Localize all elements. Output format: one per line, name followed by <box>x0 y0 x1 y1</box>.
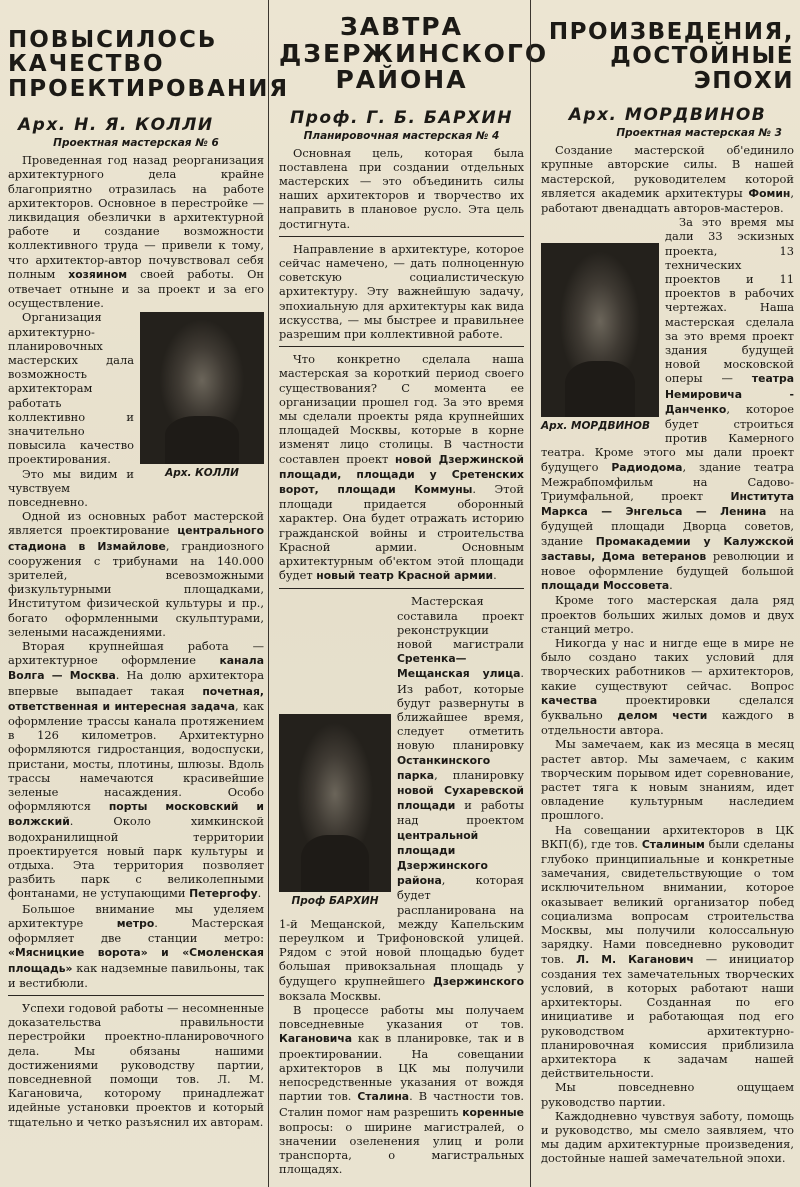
emphasis: театра Немировича - Данченко <box>665 372 794 416</box>
emphasis: Радиодома <box>611 460 683 474</box>
paragraph: Это мы видим и чувствуем повседневно. <box>8 466 134 509</box>
article-barkhin <box>268 0 549 1187</box>
paragraph: Организация архитектурно-планировочных мастерских дала возможность архитекторам работать коллективно и значительно повысила качество проектирования. <box>8 310 134 467</box>
emphasis: Сталина <box>357 1090 410 1104</box>
workshop-label: Планировочная мастерская № 4 <box>303 129 500 142</box>
emphasis: делом чести <box>617 709 708 723</box>
emphasis: канала Волга — Москва <box>8 654 264 683</box>
emphasis: Л. М. Каганович <box>576 952 694 966</box>
divider <box>279 588 524 589</box>
photo-caption: Арх. КОЛЛИ <box>165 467 239 480</box>
paragraph: Мастерская составила проект реконструкции новой магистрали Сретенка—Мещанская улица. Из работ, которые будут развернуты в ближайшее время, следует отметить новую планировку Останкинского парка, планировку новой Сухаревской площади и работы над проектом центральной площади Дзержинского района, которая будет распланирована на 1-й Мещанской, между Капельским переулком и Трифоновской улицей. Рядом с этой новой площадью будет большая привокзальная площадь у будущего крупнейшего Дзержинского вокзала Москвы. <box>279 594 524 1003</box>
emphasis: Сталиным <box>641 837 705 851</box>
paragraph: Одной из основных работ мастерской является проектирование центрального стадиона в Измайлове, грандиозного сооружения с трибунами на 140.000 зрителей, всевозможными физкультурными площадками, Институтом физической культуры и пр., богато оформленными скульптурами, зелеными насаждениями. <box>8 509 264 639</box>
emphasis: почетная, ответственная и интересная задача <box>8 684 264 713</box>
photo-caption: Проф БАРХИН <box>291 895 379 908</box>
emphasis: Петергофу <box>189 887 258 901</box>
paragraph: На совещании архитекторов в ЦК ВКП(б), где тов. Сталиным были сделаны глубоко принципиальные и конкретные замечания, свидетельствующие о том исключительном внимании, которое оказывает великий организатор побед социализма вопросам строительства Москвы, мы получили колоссальную зарядку. Нами повседневно руководит тов. Л. М. Каганович — инициатор создания тех замечательных творческих условий, в которых работают наши архитекторы. Созданная по его инициативе и работающая под его руководством архитектурно-планировочная комиссия приблизила архитектора к задачам нашей действительности. <box>541 822 795 1081</box>
paragraph: Никогда у нас и нигде еще в мире не было создано таких условий для творческих работников — архитекторов, какие существуют сейчас. Вопрос качества проектировки сделался буквально делом чести каждого в отдельности автора. <box>541 636 794 738</box>
photo-caption: Арх. МОРДВИНОВ <box>541 420 650 433</box>
workshop-label: Проектная мастерская № 3 <box>616 127 782 140</box>
paragraph: Создание мастерской об'единило крупные авторские силы. В нашей мастерской, руководителем которой является академик архитектуры Фомин, работают двенадцать авторов-мастеров. <box>541 143 794 215</box>
emphasis: площади Моссовета <box>541 579 670 593</box>
byline: Проф. Г. Б. БАРХИН <box>290 107 513 128</box>
emphasis: новой Сухаревской площади <box>397 784 524 813</box>
emphasis: новой Дзержинской площади, площади у Сретенских ворот, площади Коммуны <box>279 452 524 496</box>
emphasis: Дзержинского <box>433 974 524 988</box>
paragraph: Основная цель, которая была поставлена при создании отдельных мастерских — это объединить силы наших архитекторов и творчество их направить в плановое русло. Эта цель достигнута. <box>279 145 524 231</box>
emphasis: центрального стадиона в Измайлове <box>8 524 264 553</box>
byline: Арх. МОРДВИНОВ <box>568 105 767 126</box>
paragraph: Большое внимание мы уделяем архитектуре метро. Мастерская оформляет две станции метро: «Мясницкие ворота» и «Смоленская площадь» как надземные павильоны, так и вестибюли. <box>8 901 264 990</box>
paragraph: Мы замечаем, как из месяца в месяц растет автор. Мы замечаем, с каким творческим порывом идет соревнование, растет тяга к новым знаниям, идет овладение культурным наследием прошлого. <box>541 737 794 823</box>
emphasis: «Мясницкие ворота» и «Смоленская площадь» <box>8 946 264 975</box>
paragraph: Вторая крупнейшая работа — архитектурное оформление канала Волга — Москва. На долю архитектора впервые выпадает такая почетная, ответственная и интересная задача, как оформление трассы канала протяжением в 126 километров. Архитектурно оформляются гидростанция, водоспуски, пристани, мосты, плотины, шлюзы. Вдоль трассы намечаются красивейшие зеленые насаждения. Особо оформляются порты московский и волжский. Около химкинской водохранилищной территории проектируется новый парк культуры и отдыха. Эта территория позволяет разбить парк с великолепными фонтанами, не уступающими Петергофу. <box>8 639 265 901</box>
paragraph: Успехи годовой работы — несомненные доказательства правильности перестройки проектно-планировочного дела. Мы обязаны нашими достижениями руководству партии, повседневной помощи тов. Л. М. Кагановича, которому принадлежат идейные установки проектов и который тщательно и четко разъяснил их авторам. <box>8 1000 264 1129</box>
headline: ПОВЫСИЛОСЬ КАЧЕСТВО ПРОЕКТИРОВАНИЯ <box>8 27 290 102</box>
paragraph: В процессе работы мы получаем повседневные указания от тов. Кагановича как в планировке, так и в проектировании. На совещании архитекторов в ЦК мы получили непосредственные указания от вождя партии тов. Сталина. В частности тов. Сталин помог нам разрешить коренные вопросы: о ширине магистралей, о значении озеленения улиц и роли транспорта, о магистральных площадях. <box>279 1003 524 1177</box>
emphasis: центральной площади Дзержинского района <box>397 828 488 888</box>
divider <box>279 346 524 347</box>
paragraph: Направление в архитектуре, которое сейчас намечено, — дать полноценную советскую социалистическую архитектуру. Эту важнейшую задачу, эпохиальную для архитектуры как вида искусства, — мы быстрее и правильнее разрешим при коллективной работе. <box>279 241 524 341</box>
emphasis: Сретенка—Мещанская улица <box>397 652 521 681</box>
article-text <box>279 146 524 1177</box>
emphasis: качества <box>541 693 598 707</box>
article-text <box>541 143 794 1165</box>
emphasis: порты московский и волжский <box>8 800 264 829</box>
paragraph: Мы повседневно ощущаем руководство партии. <box>541 1080 794 1109</box>
emphasis: Института Маркса — Энгельса — Ленина <box>541 490 794 519</box>
divider <box>8 995 264 996</box>
paragraph: Что конкретно сделала наша мастерская за короткий период своего существования? С момента ее организации прошел год. За это время мы сделали проекты ряда крупнейших площадей Москвы, которые в корне изменят лицо столицы. В частности составлен проект новой Дзержинской площади, площади у Сретенских ворот, площади Коммуны. Этой площади придается оборонный характер. Она будет отражать историю гражданской войны и строительства Красной армии. Основным архитектурным об'ектом этой площади будет новый театр Красной армии. <box>279 352 524 583</box>
paragraph: Кроме того мастерская дала ряд проектов больших жилых домов и двух станций метро. <box>541 593 794 636</box>
emphasis: Фомин <box>748 186 791 200</box>
paragraph: Проведенная год назад реорганизация архитектурного дела крайне благоприятно отразилась на работе архитекторов. Основное в перестройке — ликвидация обезлички в архитектурной работе и создание возможности коллективного труда — привели к тому, что архитектор-автор почувствовал себя полным хозяином своей работы. Он отвечает отныне и за проект и за его осуществление. <box>8 153 264 311</box>
emphasis: Останкинского парка <box>397 753 491 782</box>
emphasis: Кагановича <box>279 1032 353 1046</box>
divider <box>279 236 524 237</box>
article-mordvinov <box>530 0 800 1187</box>
emphasis: Промакадемии у Калужской заставы, Дома ветеранов <box>541 534 794 563</box>
emphasis: коренные <box>462 1105 524 1119</box>
portrait-photo-barkhin <box>279 714 391 892</box>
emphasis: метро <box>116 916 155 930</box>
byline: Арх. Н. Я. КОЛЛИ <box>18 115 214 136</box>
headline: ПРОИЗВЕДЕНИЯ, ДОСТОЙНЫЕ ЭПОХИ <box>548 19 794 94</box>
article-text <box>8 153 264 1129</box>
portrait-photo-kolli <box>140 312 264 464</box>
workshop-label: Проектная мастерская № 6 <box>53 137 219 150</box>
emphasis: хозяином <box>68 267 128 281</box>
emphasis: новый театр Красной армии <box>316 569 494 583</box>
headline: ЗАВТРА ДЗЕРЖИНСКОГО РАЙОНА <box>279 12 549 94</box>
paragraph: За это время мы дали 33 эскизных проекта, 13 технических проектов и 11 проектов в рабочих чертежах. Наша мастерская сделала за это время проект здания будущей новой московской оперы — театра Немировича - Данченко, которое будет строиться против Камерного театра. Кроме этого мы дали проект будущего Радиодома, здание театра Межрабпомфильм на Садово-Триумфальной, проект Института Маркса — Энгельса — Ленина на будущей площади Дворца советов, здание Промакадемии у Калужской заставы, Дома ветеранов революции и новое оформление будущей большой площади Моссовета. <box>541 215 794 593</box>
article-kolli <box>0 0 290 1187</box>
paragraph: Каждодневно чувствуя заботу, помощь и руководство, мы смело заявляем, что мы дадим архитектурные произведения, достойные нашей замечательной эпохи. <box>541 1108 794 1166</box>
portrait-photo-mordvinov <box>541 243 659 417</box>
